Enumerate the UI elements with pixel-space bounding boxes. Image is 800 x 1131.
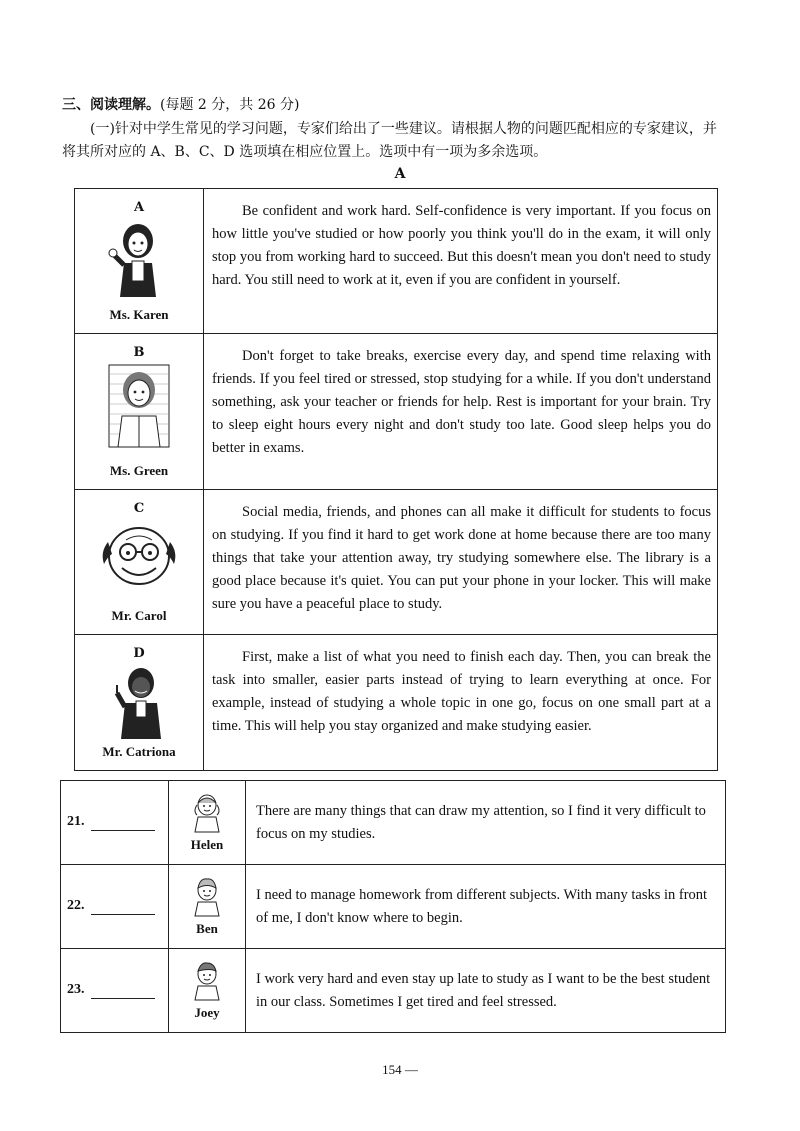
question-number-cell	[61, 781, 169, 865]
answer-blank[interactable]	[91, 814, 155, 831]
student-problem: There are many things that can draw my attention, so I find it very difficult to focus on my studies.	[246, 781, 726, 865]
advice-text: First, make a list of what you need to finish each day. Then, you can break the task into smaller, easier parts instead of trying to learn everything at once. For example, instead of studying a whole topic in one go, focus on one small part at a time. This will help you stay organized and make studying easier.	[212, 649, 711, 734]
part-label: A	[394, 166, 406, 182]
expert-name: Mr. Catriona	[102, 744, 176, 759]
question-number-cell	[61, 865, 169, 949]
question-number: 23.	[67, 982, 85, 997]
advice-text: Don't forget to take breaks, exercise every day, and spend time relaxing with friends. If you feel tired or stressed, stop studying for a while. If you don't understand something, ask your teacher or friends for help. Rest is important for your brain. Try to sleep eight hours every night and don't study too late. Good sleep helps you do better in exams.	[212, 348, 711, 456]
student-cell	[169, 781, 246, 865]
expert-letter: A	[133, 200, 145, 215]
student-name: Helen	[190, 836, 224, 852]
expert-row	[75, 635, 718, 771]
student-questions-table	[60, 780, 726, 1033]
student-problem: I need to manage homework from different subjects. With many tasks in front of me, I don't know where to begin.	[246, 865, 726, 949]
question-row	[61, 949, 726, 1033]
teacher-portrait-icon	[104, 219, 174, 299]
advice-text: Be confident and work hard. Self-confidence is very important. If you focus on how little you've studied or how poorly you think you'll do in the exam, it will only stop you from working hard to succeed. But this doesn't mean you don't need to study hard. You still need to work at it, even if you are confident in yourself.	[212, 203, 711, 288]
student-problem: I work very hard and even stay up late to study as I want to be the best student in our class. Sometimes I get tired and feel stressed.	[246, 949, 726, 1033]
question-number-cell	[61, 949, 169, 1033]
expert-advice	[204, 635, 718, 771]
expert-advice	[204, 490, 718, 635]
expert-row	[75, 189, 718, 334]
expert-advice	[204, 189, 718, 334]
expert-row	[75, 334, 718, 490]
expert-letter: C	[133, 501, 145, 516]
section-instructions: (一)针对中学生常见的学习问题，专家们给出了一些建议。请根据人物的问题匹配相应的专家建议，并将其所对应的 A、B、C、D 选项填在相应位置上。选项中有一项为多余选项。	[62, 121, 717, 160]
expert-cell	[75, 490, 204, 635]
expert-letter: D	[133, 646, 145, 661]
student-name: Joey	[194, 1004, 220, 1020]
expert-letter: B	[133, 345, 145, 360]
expert-cell	[75, 334, 204, 490]
expert-name: Ms. Karen	[109, 307, 169, 322]
section-score-note: (每题 2 分，共 26 分)	[160, 97, 300, 113]
student-boy-icon	[190, 877, 224, 917]
student-cell	[169, 949, 246, 1033]
expert-advice-table	[74, 188, 718, 771]
question-number: 22.	[67, 898, 85, 913]
expert-name: Ms. Green	[109, 463, 169, 478]
teacher-portrait-icon	[96, 520, 182, 592]
advice-text: Social media, friends, and phones can all make it difficult for students to focus on studying. If you find it hard to get work done at home because there are too many things that take your attention away, try studying somewhere else. The library is a good place because it's quiet. You can put your phone in your locker. This will make sure you have a peaceful place to study.	[212, 504, 711, 612]
expert-cell	[75, 189, 204, 334]
section-title	[62, 94, 299, 114]
expert-advice	[204, 334, 718, 490]
student-boy-icon	[190, 961, 224, 1001]
student-name: Ben	[196, 920, 218, 936]
expert-row	[75, 490, 718, 635]
student-cell	[169, 865, 246, 949]
page-number: 154 —	[382, 1062, 418, 1077]
answer-blank[interactable]	[91, 982, 155, 999]
question-row	[61, 865, 726, 949]
teacher-portrait-icon	[109, 665, 169, 741]
expert-cell	[75, 635, 204, 771]
section-title-text: 三、阅读理解。	[62, 97, 160, 113]
teacher-portrait-icon	[108, 364, 170, 448]
student-girl-icon	[190, 793, 224, 833]
answer-blank[interactable]	[91, 898, 155, 915]
question-row	[61, 781, 726, 865]
expert-name: Mr. Carol	[111, 608, 167, 623]
question-number: 21.	[67, 814, 85, 829]
